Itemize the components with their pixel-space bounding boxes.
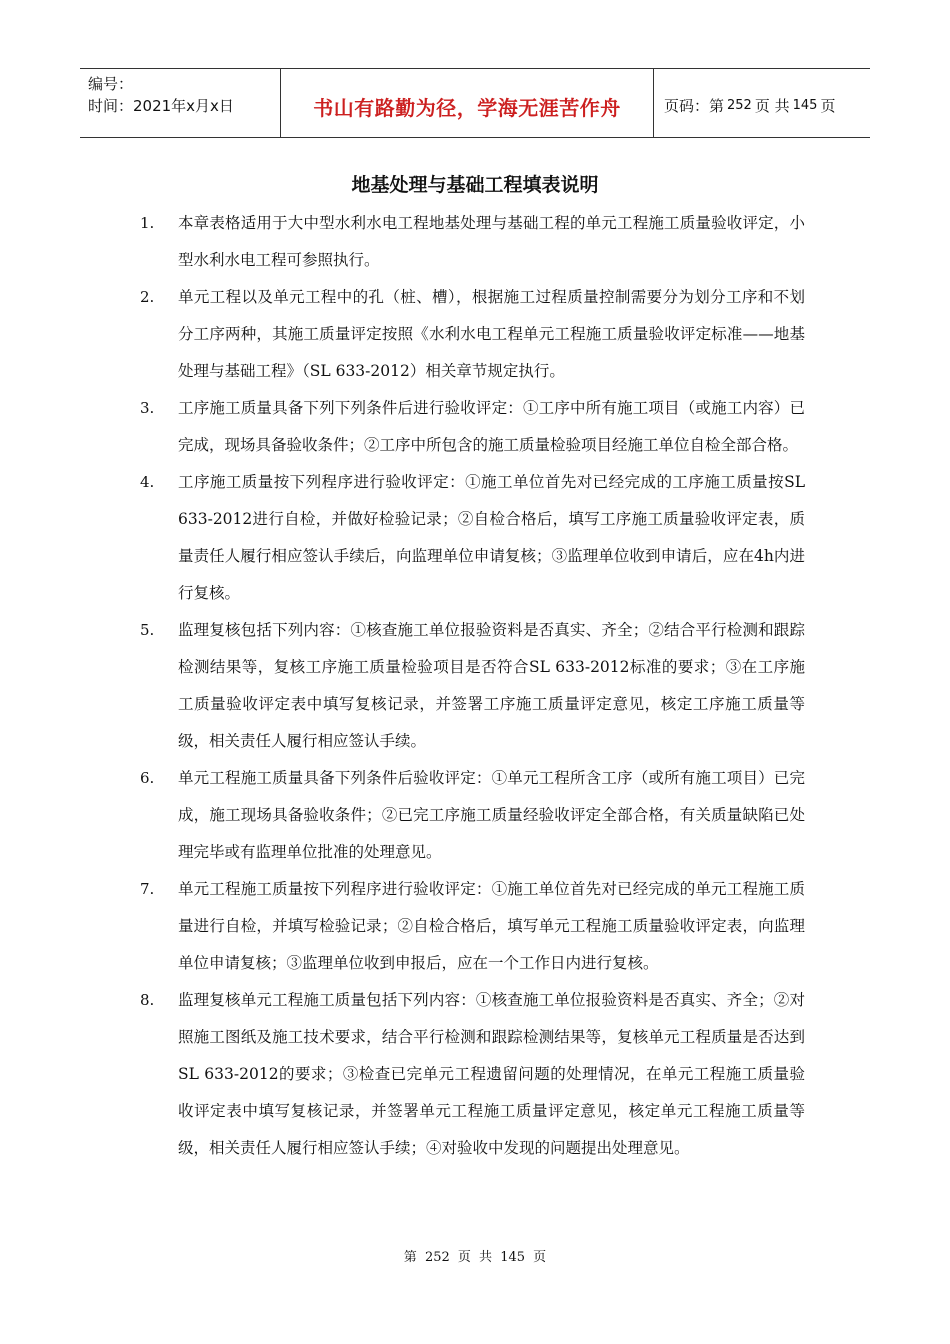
footer-mid: 页 共 xyxy=(457,1250,493,1265)
document-title: 地基处理与基础工程填表说明 xyxy=(351,174,599,196)
page-prefix: 页码：第 xyxy=(664,96,725,115)
item-number: 5. xyxy=(140,621,155,639)
item-text: 单元工程施工质量具备下列条件后验收评定：①单元工程所含工序（或所有施工项目）已完成，施工现场具备验收条件；②已完工序施工质量经验收评定全部合格，有关质量缺陷已处理完毕或有监理单位批准的处理意见。 xyxy=(178,769,805,861)
header-middle-cell xyxy=(281,69,654,137)
motto: 书山有路勤为径，学海无涯苦作舟 xyxy=(313,95,621,120)
item-text: 监理复核包括下列内容：①核查施工单位报验资料是否真实、齐全；②结合平行检测和跟踪检测结果等，复核工序施工质量检验项目是否符合SL 633-2012标准的要求；③在工序施工质量验收评定表中填写复核记录，并签署工序施工质量评定意见，核定工序施工质量等级，相关责任人履行相应签认手续。 xyxy=(178,621,805,750)
list-item xyxy=(140,390,805,464)
item-number: 4. xyxy=(140,473,155,491)
page-current: 252 xyxy=(727,97,752,113)
page-footer xyxy=(0,1246,950,1265)
list-item xyxy=(140,279,805,390)
header-page-cell xyxy=(654,69,870,137)
list-item xyxy=(140,760,805,871)
item-number: 7. xyxy=(140,880,155,898)
list-item xyxy=(140,612,805,760)
footer-page-total: 145 xyxy=(500,1250,526,1265)
footer-suffix: 页 xyxy=(533,1250,547,1265)
item-number: 1. xyxy=(140,214,155,232)
footer-prefix: 第 xyxy=(403,1250,417,1265)
list-item xyxy=(140,464,805,612)
footer-page-current: 252 xyxy=(424,1250,450,1265)
item-text: 本章表格适用于大中型水利水电工程地基处理与基础工程的单元工程施工质量验收评定，小型水利水电工程可参照执行。 xyxy=(178,214,805,269)
item-number: 3. xyxy=(140,399,155,417)
list-item xyxy=(140,205,805,279)
item-number: 8. xyxy=(140,991,155,1009)
header-left-cell xyxy=(80,69,281,137)
item-text: 监理复核单元工程施工质量包括下列内容：①核查施工单位报验资料是否真实、齐全；②对照施工图纸及施工技术要求，结合平行检测和跟踪检测结果等，复核单元工程质量是否达到SL 633-2012的要求；③检查已完单元工程遗留问题的处理情况，在单元工程施工质量验收评定表中填写复核记录，并签署单元工程施工质量评定意见，核定单元工程施工质量等级，相关责任人履行相应签认手续；④对验收中发现的问题提出处理意见。 xyxy=(178,991,805,1157)
time-label: 时间：2021年x月x日 xyxy=(88,97,234,115)
item-number: 2. xyxy=(140,288,155,306)
item-text: 单元工程施工质量按下列程序进行验收评定：①施工单位首先对已经完成的单元工程施工质量进行自检，并填写检验记录；②自检合格后，填写单元工程施工质量验收评定表，向监理单位申请复核；③监理单位收到申报后，应在一个工作日内进行复核。 xyxy=(178,880,805,972)
page-mid: 页 共 xyxy=(754,96,790,115)
list-item xyxy=(140,871,805,982)
item-text: 单元工程以及单元工程中的孔（桩、槽），根据施工过程质量控制需要分为划分工序和不划分工序两种，其施工质量评定按照《水利水电工程单元工程施工质量验收评定标准——地基处理与基础工程》（SL 633-2012）相关章节规定执行。 xyxy=(178,288,805,380)
instruction-list xyxy=(140,205,805,1167)
header-table xyxy=(80,68,870,138)
item-text: 工序施工质量按下列程序进行验收评定：①施工单位首先对已经完成的工序施工质量按SL 633-2012进行自检，并做好检验记录；②自检合格后，填写工序施工质量验收评定表，质量责任人履行相应签认手续后，向监理单位申请复核；③监理单位收到申请后，应在4h内进行复核。 xyxy=(178,473,805,602)
item-text: 工序施工质量具备下列下列条件后进行验收评定：①工序中所有施工项目（或施工内容）已完成，现场具备验收条件；②工序中所包含的施工质量检验项目经施工单位自检全部合格。 xyxy=(178,399,805,454)
page-total: 145 xyxy=(792,97,818,113)
list-item xyxy=(140,982,805,1167)
item-number: 6. xyxy=(140,769,155,787)
serial-label: 编号： xyxy=(88,75,134,93)
page-suffix: 页 xyxy=(820,96,836,115)
